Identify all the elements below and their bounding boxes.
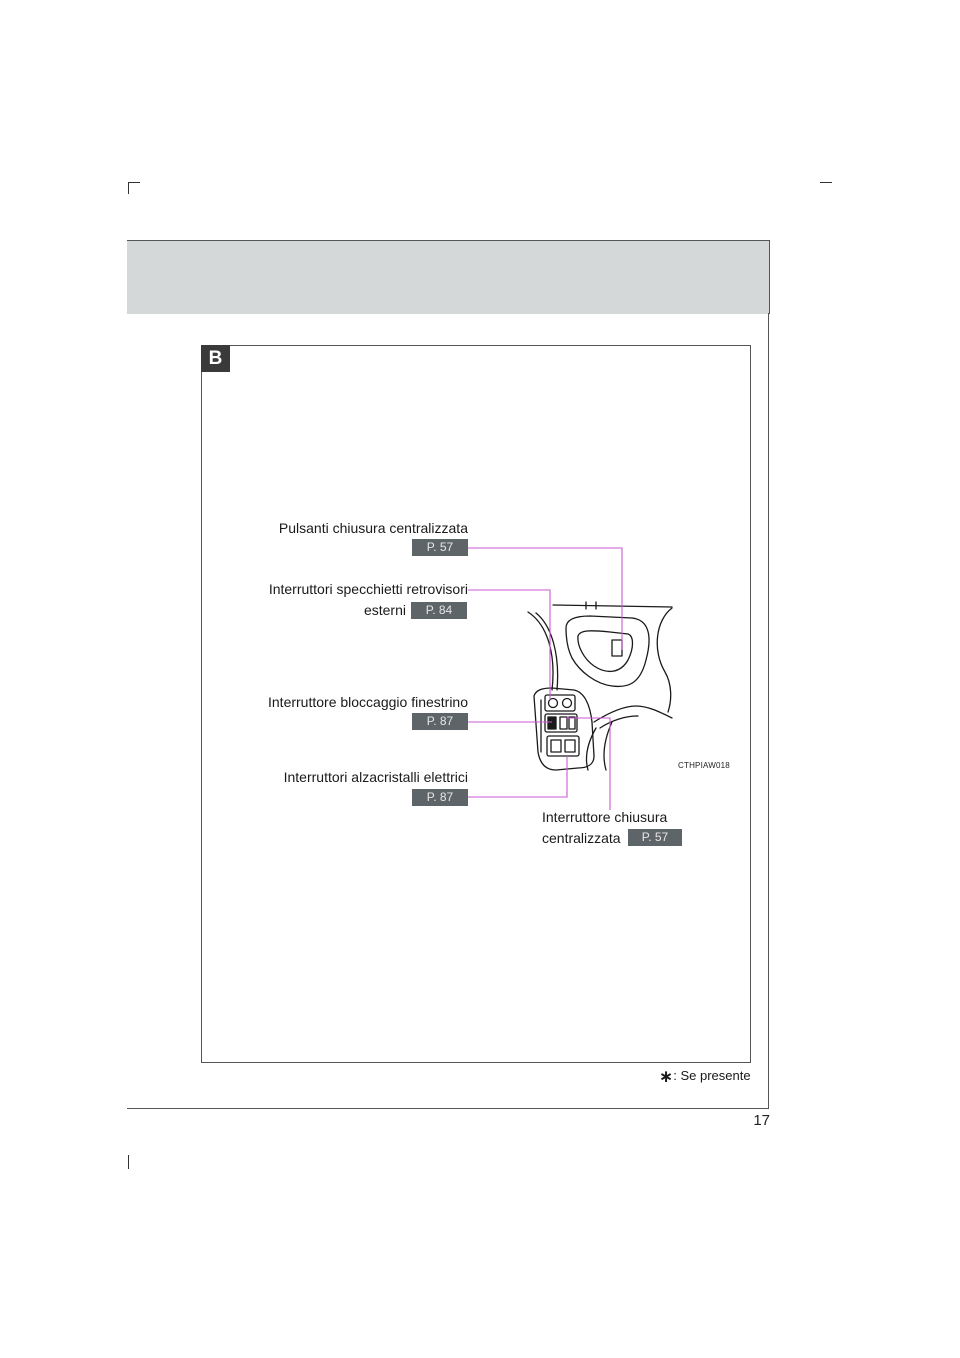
rear-window-switches [551, 740, 575, 752]
power-windows-ref: P. 87 [412, 789, 468, 806]
door-handle-recess [566, 616, 649, 686]
leader-power-windows [468, 756, 567, 797]
dash-curve-outer [528, 612, 553, 690]
window-lock-button [548, 717, 556, 729]
door-lock-knob [612, 640, 622, 656]
mirror-switches-ref: P. 84 [411, 602, 467, 619]
asterisk-icon: ∗ [659, 1067, 674, 1086]
door-lock-buttons-ref: P. 57 [412, 539, 468, 556]
armrest-top [594, 706, 672, 722]
door-edge-curve [657, 608, 672, 712]
door-lock-switch-label-line1: Interruttore chiusura [542, 809, 668, 825]
rear-switch-block [547, 736, 579, 756]
door-lock-switch-ref: P. 57 [628, 829, 682, 846]
power-windows-label: Interruttori alzacristalli elettrici [283, 769, 468, 785]
window-lock-label: Interruttore bloccaggio finestrino [268, 694, 468, 710]
armrest-lower-inner [604, 722, 612, 770]
page-number: 17 [753, 1112, 770, 1129]
leader-mirror-switches [468, 590, 550, 700]
door-lock-buttons-label: Pulsanti chiusura centralizzata [278, 520, 468, 536]
door-lock-switch [560, 717, 567, 729]
figure-code: CTHPIAW018 [678, 761, 730, 770]
driver-window-switch [569, 717, 575, 729]
leader-door-lock-buttons [468, 548, 622, 650]
mirror-selector [563, 699, 572, 708]
door-handle-inner [578, 631, 633, 672]
dash-curve-inner [536, 613, 558, 690]
window-lock-ref: P. 87 [412, 713, 468, 730]
door-lock-switch-label-line2: centralizzata [542, 830, 621, 846]
section-badge: B [201, 345, 230, 372]
mirror-switches-label-line2: esterni [363, 602, 406, 618]
window-sill-line [553, 605, 672, 607]
footnote-text: : Se presente [673, 1068, 751, 1083]
footnote [659, 1067, 751, 1087]
mirror-switches-label-line1: Interruttori specchietti retrovisori [268, 581, 468, 597]
